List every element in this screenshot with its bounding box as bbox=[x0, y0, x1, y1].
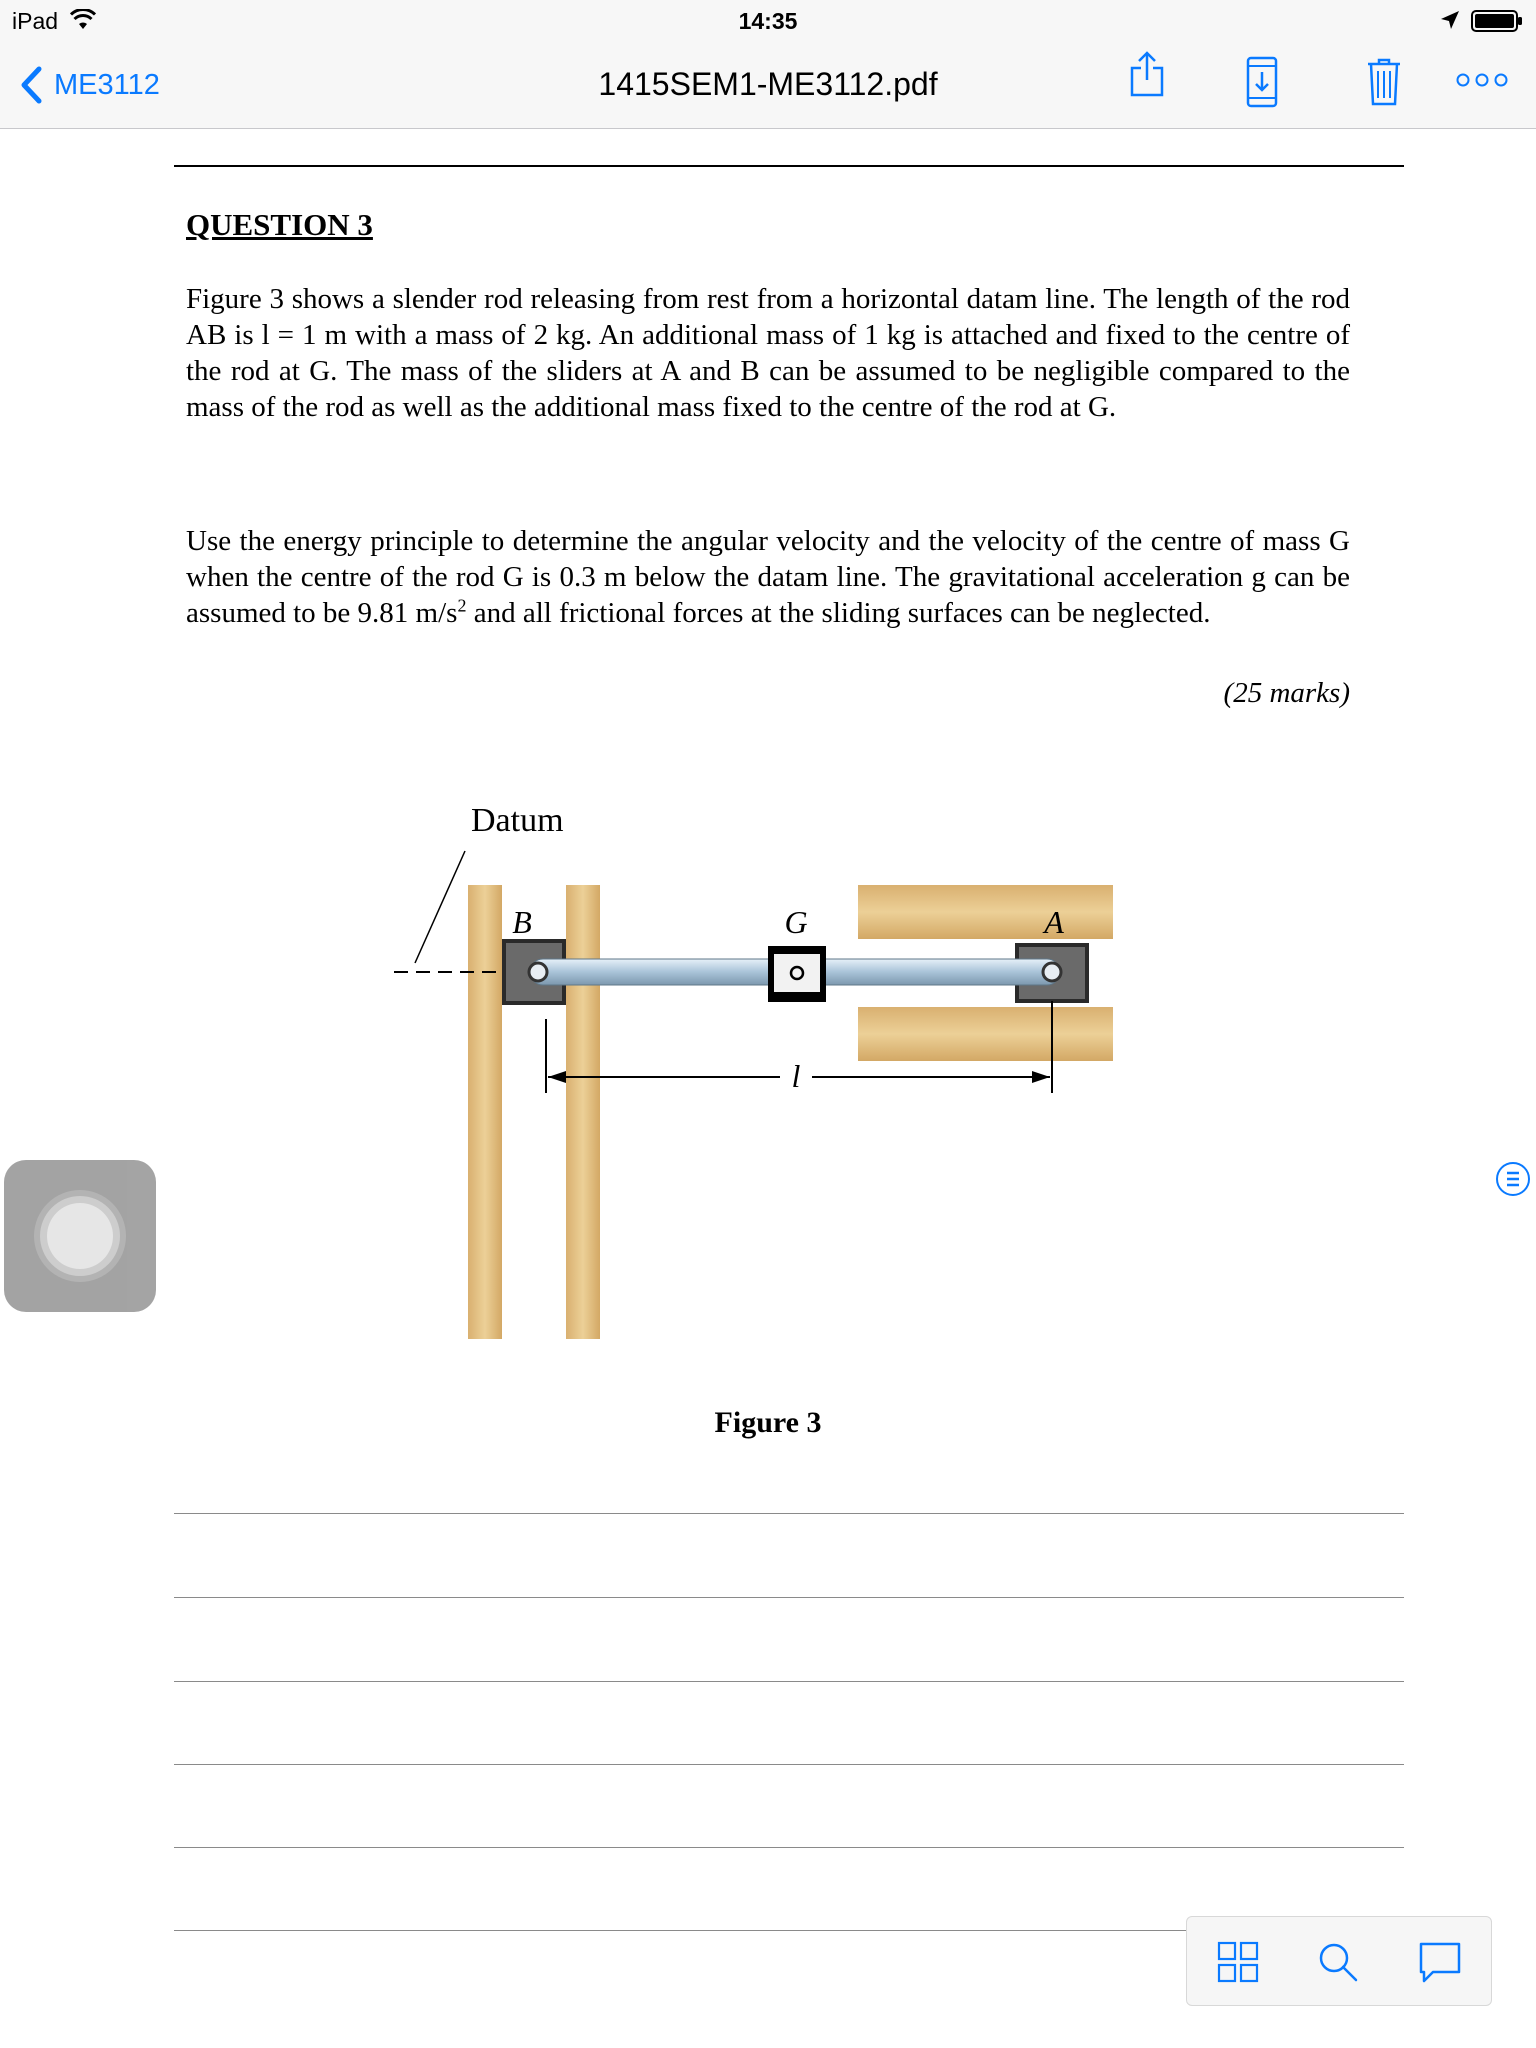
document-title: 1415SEM1-ME3112.pdf bbox=[598, 66, 938, 102]
search-icon[interactable] bbox=[1317, 1941, 1359, 1983]
datum-leader-line bbox=[415, 851, 465, 963]
comment-icon[interactable] bbox=[1417, 1941, 1463, 1985]
menu-lines-icon bbox=[1498, 1164, 1528, 1194]
vertical-guide-right bbox=[566, 885, 600, 1339]
pin-b bbox=[529, 963, 547, 981]
share-icon[interactable] bbox=[1128, 50, 1166, 98]
pin-a bbox=[1043, 963, 1061, 981]
side-menu-handle[interactable] bbox=[1496, 1162, 1530, 1196]
pdf-page bbox=[0, 129, 1536, 2048]
answer-line bbox=[174, 1847, 1404, 1848]
answer-line bbox=[174, 1597, 1404, 1598]
superscript-exponent: 2 bbox=[457, 595, 467, 616]
paragraph-2-part-b: and all frictional forces at the sliding surfaces can be neglected. bbox=[466, 597, 1211, 629]
question-paragraph-2 bbox=[186, 523, 1350, 631]
paragraph-2-part-a: Use the energy principle to determine the angular velocity and the velocity of the centre of mass G when the centre of the rod G is 0.3 m below the datam line. The gravitational acceleration g can be assumed to be 9.81 m/s bbox=[186, 525, 1350, 629]
length-label: l bbox=[791, 1058, 801, 1094]
answer-line bbox=[174, 1764, 1404, 1765]
answer-line bbox=[174, 1681, 1404, 1682]
marks-label: (25 marks) bbox=[1223, 677, 1350, 709]
more-icon[interactable] bbox=[1456, 72, 1508, 88]
answer-line bbox=[174, 1513, 1404, 1514]
dimension-arrow-right bbox=[1032, 1071, 1050, 1083]
top-rule bbox=[174, 165, 1404, 167]
figure-3-diagram bbox=[380, 779, 1130, 1339]
label-a: A bbox=[1044, 904, 1064, 940]
location-arrow-icon bbox=[1440, 10, 1460, 30]
assistive-touch-button[interactable] bbox=[4, 1160, 156, 1312]
horizontal-guide-bottom bbox=[858, 1007, 1113, 1061]
trash-icon[interactable] bbox=[1366, 58, 1402, 106]
bottom-toolbar bbox=[1186, 1916, 1492, 2006]
thumbnails-icon[interactable] bbox=[1217, 1941, 1259, 1983]
label-g: G bbox=[784, 904, 808, 940]
question-heading: QUESTION 3 bbox=[186, 207, 373, 242]
figure-caption: Figure 3 bbox=[714, 1406, 822, 1439]
device-name: iPad bbox=[12, 8, 59, 34]
question-paragraph-1: Figure 3 shows a slender rod releasing from rest from a horizontal datam line. The length of the rod AB is l = 1 m with a mass of 2 kg. An additional mass of 1 kg is attached and fixed to the centre of the rod at G. The mass of the sliders at A and B can be assumed to be negligible compared to the mass of the rod as well as the additional mass fixed to the centre of the rod at G. bbox=[186, 283, 1350, 423]
mass-g-face bbox=[774, 954, 820, 992]
datum-label: Datum bbox=[471, 802, 564, 839]
download-icon[interactable] bbox=[1246, 56, 1278, 108]
battery-icon bbox=[1471, 10, 1523, 32]
dimension-arrow-left bbox=[548, 1071, 566, 1083]
back-button-label: ME3112 bbox=[54, 68, 160, 101]
clock: 14:35 bbox=[738, 8, 798, 34]
horizontal-guide-top bbox=[858, 885, 1113, 939]
vertical-guide-left bbox=[468, 885, 502, 1339]
label-b: B bbox=[512, 904, 532, 940]
navigation-bar bbox=[0, 42, 1536, 129]
assistive-touch-ring-inner bbox=[47, 1203, 113, 1269]
status-bar bbox=[0, 0, 1536, 42]
